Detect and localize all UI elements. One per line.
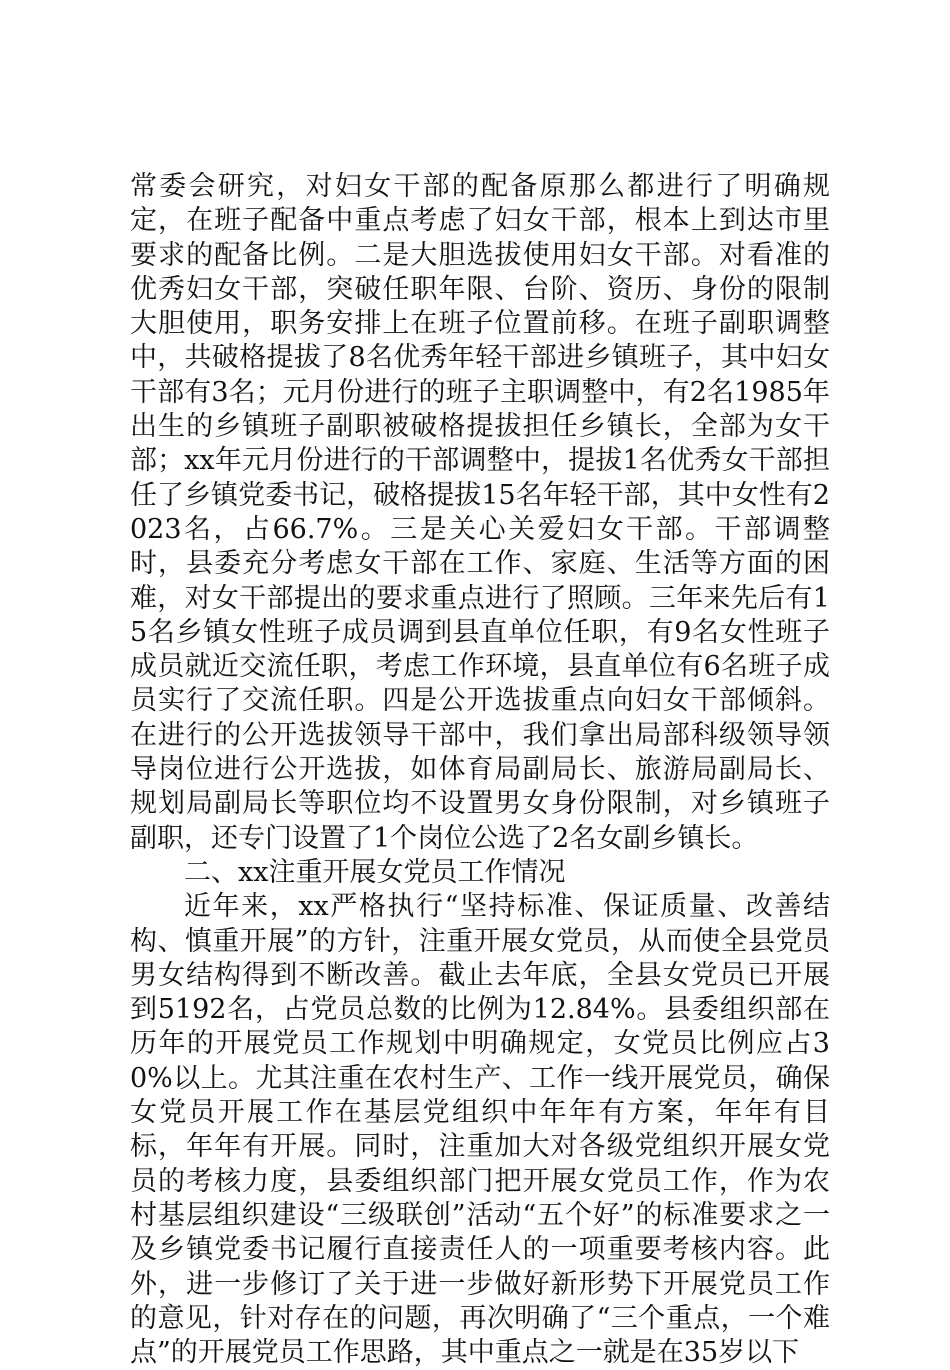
body-paragraph: 近年来，xx严格执行“坚持标准、保证质量、改善结构、慎重开展”的方针，注重开展女党员，从而使全县党员男女结构得到不断改善。截止去年底，全县女党员已开展到5192名，占党员总数的比例为12.84%。县委组织部在历年的开展党员工作规划中明确规定，女党员比例应占30%以上。尤其注重在农村生产、工作一线开展党员，确保女党员开展工作在基层党组织中年年有方案，年年有目标，年年有开展。同时，注重加大对各级党组织开展女党员的考核力度，县委组织部门把开展女党员工作，作为农村基层组织建设“三级联创”活动“五个好”的标准要求之一及乡镇党委书记履行直接责任人的一项重要考核内容。此外，进一步修订了关于进一步做好新形势下开展党员工作的意见，针对存在的问题，再次明确了“三个重点，一个难点”的开展党员工作思路，其中重点之一就是在35岁以下	[130, 891, 830, 1369]
body-paragraph: 常委会研究，对妇女干部的配备原那么都进行了明确规定，在班子配备中重点考虑了妇女干部，根本上到达市里要求的配备比例。二是大胆选拔使用妇女干部。对看准的优秀妇女干部，突破任职年限、台阶、资历、身份的限制大胆使用，职务安排上在班子位置前移。在班子副职调整中，共破格提拔了8名优秀年轻干部进乡镇班子，其中妇女干部有3名；元月份进行的班子主职调整中，有2名1985年出生的乡镇班子副职被破格提拔担任乡镇长，全部为女干部；xx年元月份进行的干部调整中，提拔1名优秀女干部担任了乡镇党委书记，破格提拔15名年轻干部，其中女性有2023名，占66.7%。三是关心关爱妇女干部。干部调整时，县委充分考虑女干部在工作、家庭、生活等方面的困难，对女干部提出的要求重点进行了照顾。三年来先后有15名乡镇女性班子成员调到县直单位任职，有9名女性班子成员就近交流任职，考虑工作环境，县直单位有6名班子成员实行了交流任职。四是公开选拔重点向妇女干部倾斜。在进行的公开选拔领导干部中，我们拿出局部科级领导领导岗位进行公开选拔，如体育局副局长、旅游局副局长、规划局副局长等职位均不设置男女身份限制，对乡镇班子副职，还专门设置了1个岗位公选了2名女副乡镇长。	[130, 171, 830, 854]
document-page	[130, 170, 830, 1370]
section-heading: 二、xx注重开展女党员工作情况	[184, 856, 566, 888]
